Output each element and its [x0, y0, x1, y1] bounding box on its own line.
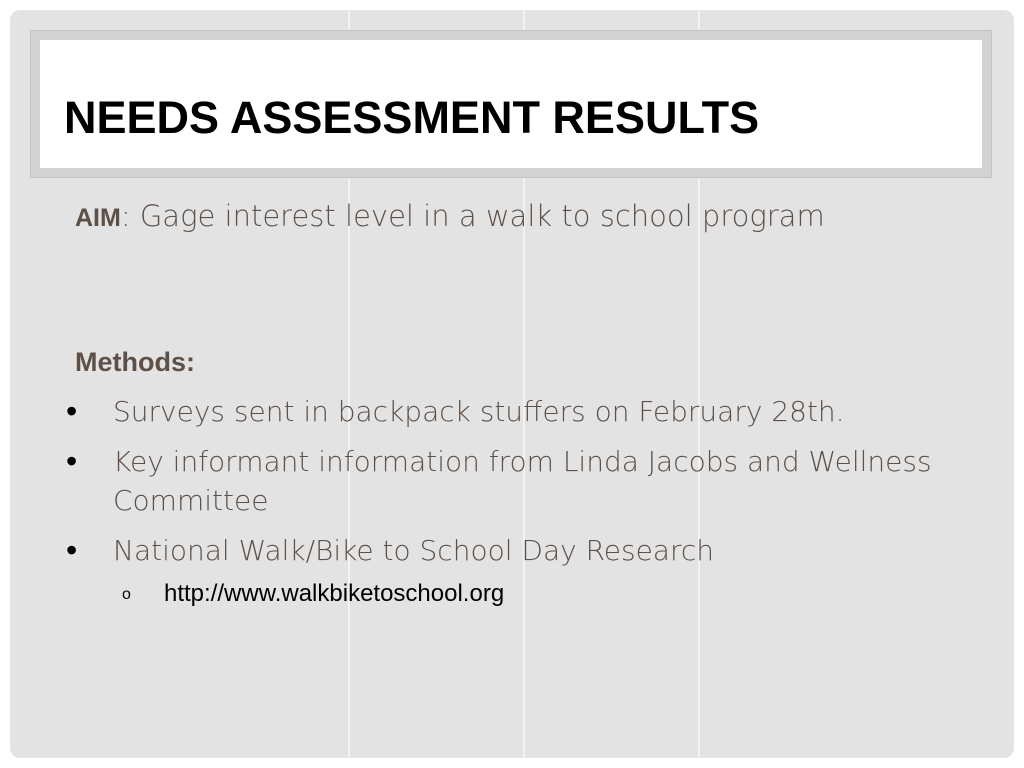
list-item — [65, 531, 965, 570]
slide-content — [10, 10, 1014, 758]
sub-bullet-icon: o — [122, 586, 131, 603]
bullet-icon: • — [66, 392, 78, 430]
list-item-text: Key informant information from Linda Jacobs and Wellness Committee — [113, 445, 932, 517]
methods-list — [65, 392, 965, 581]
list-item — [65, 392, 965, 431]
slide — [10, 10, 1014, 758]
list-item-text: Surveys sent in backpack stuffers on February 28th. — [113, 395, 845, 428]
methods-heading: Methods: — [75, 347, 195, 377]
sub-list-item — [122, 578, 504, 611]
aim-label: AIM — [75, 204, 121, 232]
list-item — [65, 442, 965, 520]
aim-paragraph — [75, 194, 920, 240]
list-item-text: National Walk/Bike to School Day Research — [113, 534, 715, 567]
aim-separator: : — [120, 199, 131, 233]
slide-title: NEEDS ASSESSMENT RESULTS — [64, 92, 760, 143]
bullet-icon: • — [66, 531, 78, 569]
website-link[interactable]: http://www.walkbiketoschool.org — [164, 580, 505, 607]
bullet-icon: • — [66, 442, 78, 480]
aim-text: Gage interest level in a walk to school program — [130, 199, 825, 233]
